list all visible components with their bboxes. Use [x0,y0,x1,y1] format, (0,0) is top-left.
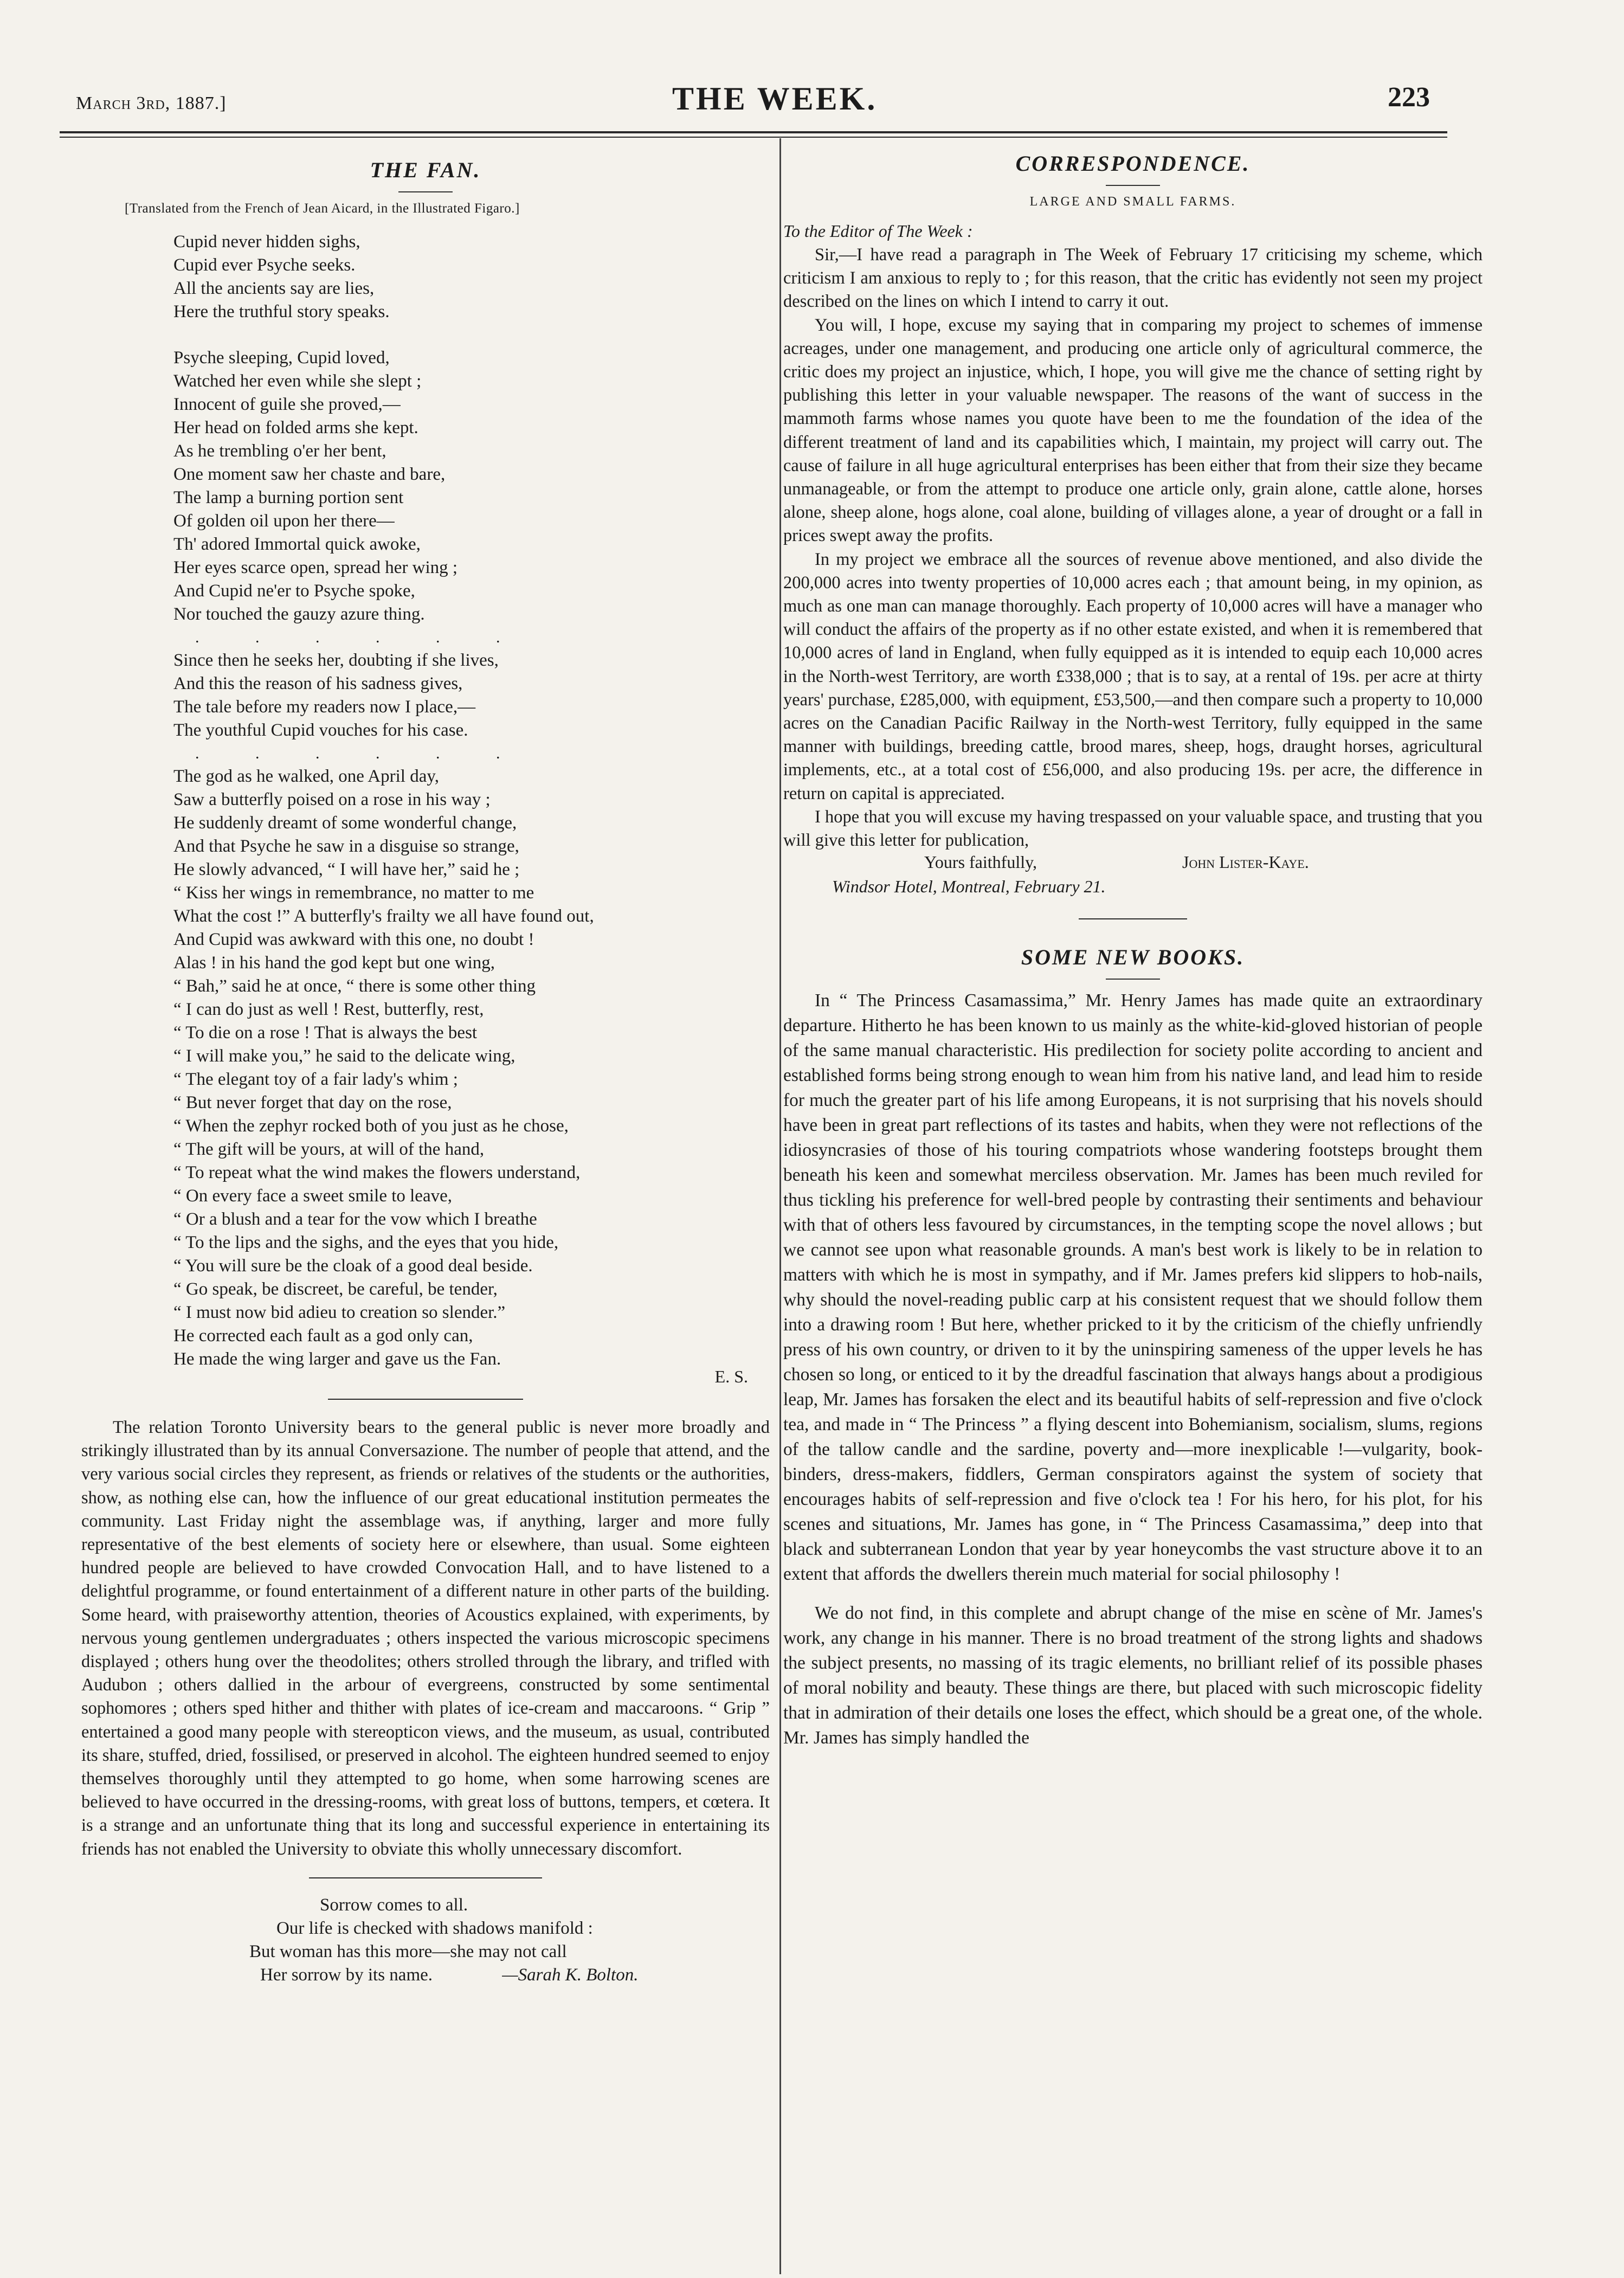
poem-line: Of golden oil upon her there— [173,511,395,531]
poem-line: Th' adored Immortal quick awoke, [173,535,421,554]
poem-line: Saw a butterfly poised on a rose in his way ; [173,790,491,809]
poem-line: “ Go speak, be discreet, be careful, be tender, [173,1279,498,1299]
title-rule [398,191,453,192]
section-rule [1079,918,1187,919]
poem-line: What the cost !” A butterfly's frailty we all have found out, [173,906,594,926]
poem-line: “ The elegant toy of a fair lady's whim ; [173,1070,458,1089]
poem-stanza-1 [173,230,770,324]
poem-line: The youthful Cupid vouches for his case. [173,720,468,740]
right-column [783,151,1483,1751]
fan-translation-note: [Translated from the French of Jean Aicard, in the Illustrated Figaro.] [125,201,520,216]
ellipsis-separator: . . . . . . [195,744,526,762]
poem-line: “ To repeat what the wind makes the flowers understand, [173,1163,581,1182]
poem-line: One moment saw her chaste and bare, [173,465,446,484]
correspondence-subtitle: LARGE AND SMALL FARMS. [1029,195,1236,209]
left-column [81,157,770,1987]
poem-line: “ On every face a sweet smile to leave, [173,1186,452,1206]
poem-line: Nor touched the gauzy azure thing. [173,604,425,624]
letter-paragraph: I hope that you will excuse my having trespassed on your valuable space, and trusting that you will give this letter for publication, [783,807,1483,851]
poem-line: Cupid never hidden sighs, [173,232,360,252]
poem-line: He slowly advanced, “ I will have her,” said he ; [173,860,520,879]
letter-paragraph: You will, I hope, excuse my saying that in comparing my project to schemes of immense acreages, under one management, and producing one article only of agricultural commerce, the critic does my project an injustice, which, I hope, you will give me the chance of setting right by publishing this letter in your valuable newspaper. The reasons of the want of success in the mammoth farms whose names you quote have been to me the foundation of the idea of the different treatment of land and its capabilities which, I maintain, my project will carry out. The cause of failure in all huge agricultural enterprises has been either that from their size they became unmanageable, or from the attempt to produce one article only, grain alone, cattle alone, horses alone, sheep alone, hogs alone, coal alone, building of villages alone, a year of drought or a fall in prices swept away the profits. [783,315,1483,546]
poem-line: “ Kiss her wings in remembrance, no matter to me [173,883,534,903]
poem-line: He corrected each fault as a god only can, [173,1326,473,1346]
toronto-university-paragraph: The relation Toronto University bears to the general public is never more broadly and strikingly illustrated than by its annual Conversazione. The number of people that attend, and the very various social circles they represent, as friends or relatives of the students or the authorities, show, as nothing else can, how the influence of our great educational institution permeates the community. Last Friday night the assemblage was, if anything, larger and more fully representative of the best elements of society here or elsewhere, than usual. Some eighteen hundred people are believed to have crowded Convocation Hall, and to have listened to a delightful programme, or found entertainment of a different nature in other parts of the building. Some heard, with praiseworthy attention, theories of Acoustics explained, with experiments, by nervous young gentlemen undergraduates ; others inspected the various microscopic specimens displayed ; others hung over the theodolites; others strolled through the library, and trifled with Audubon ; others dallied in the arbour of evergreens, constructed by some sentimental sophomores ; others sped hither and thither with plates of ice-cream and maccaroons. “ Grip ” entertained a good many people with stereopticon views, and the museum, as usual, contributed its share, stuffed, dried, fossilised, or preserved in alcohol. The eighteen hundred seemed to enjoy themselves thoroughly until they attempted to go home, when some harrowing scenes are believed to have occurred in the dressing-rooms, with great loss of buttons, tempers, et cœtera. It is a strange and an unfortunate thing that its long and successful experience in entertaining its friends has not enabled the University to obviate this wholly unnecessary discomfort. [81,1418,770,1859]
poem-stanza-3 [173,649,770,742]
poem-line: “ To die on a rose ! That is always the best [173,1023,478,1043]
poem-line: And this the reason of his sadness gives, [173,674,463,693]
title-rule [1106,979,1160,980]
verse-line: Our life is checked with shadows manifold : [276,1918,593,1938]
poem-line: And that Psyche he saw in a disguise so strange, [173,836,519,856]
poem-line: Here the truthful story speaks. [173,302,390,321]
poem-line: “ When the zephyr rocked both of you just as he chose, [173,1116,569,1136]
poem-line: “ I must now bid adieu to creation so slender.” [173,1303,506,1322]
poem-line: All the ancients say are lies, [173,279,375,298]
poem-signature: E. S. [714,1367,748,1386]
verse-line: But woman has this more—she may not call [249,1941,567,1961]
masthead-title: THE WEEK. [672,81,878,117]
poem-line: He made the wing larger and gave us the Fan. [173,1349,501,1369]
correspondence-title: CORRESPONDENCE. [1015,151,1251,176]
books-paragraph: In “ The Princess Casamassima,” Mr. Henry James has made quite an extraordinary departure. Hitherto he has been known to us mainly as the white-kid-gloved historian of people of the same manual characteristic. His predilection for society polite according to ancient and established forms being strong enough to wean him from his native land, and lead him to reside for much the greater part of his life among Europeans, it is not surprising that his novels should have been in great part reflections of its tastes and habits, when they were not reflections of the idiosyncrasies of those of his touring compatriots whose wandering footsteps brought them beneath his keen and somewhat merciless observation. Mr. James has been much reviled for thus tickling his preference for well-bred people by contrasting their sentiments and behaviour with that of others less favoured by circumstances, in the tempting scope the novel allows ; but we cannot see upon what reasonable grounds. A man's best work is likely to be in relation to matters with which he is most in sympathy, and if Mr. James prefers kid slippers to hob-nails, why should the novel-reading public carp at his consistent request that we should follow them into a drawing room ! But here, whether pricked to it by the criticism of the chiefly unfriendly press of his own country, or driven to it by the uninspiring sameness of the upper levels he has chosen so long, or enticed to it by the dreadful fascination that always hangs about a prodigious leap, Mr. James has forsaken the elect and its beautiful habits of self-repression and five o'clock tea, and made in “ The Princess ” a flying descent into Bohemianism, socialism, slums, regions of the tallow candle and the sardine, poverty and—more inexplicable !—vulgarity, book-binders, dress-makers, fiddlers, German conspirators against the system of society that encourages habits of self-repression and five o'clock tea ! For his hero, for his plot, for his scenes and situations, Mr. James has gone, in “ The Princess Casamassima,” deep into that black and subterranean London that year by year honeycombs the vast structure above it to an extent that affords the dwellers therein much material for social philosophy ! [783,990,1483,1585]
column-divider [779,138,781,2274]
poem-line: “ I can do just as well ! Rest, butterfly, rest, [173,1000,484,1019]
letter-paragraph: In my project we embrace all the sources of revenue above mentioned, and also divide the 200,000 acres into twenty properties of 10,000 acres each ; that amount being, in my opinion, as much as one man can manage thoroughly. Each property of 10,000 acres will have a manager who will conduct the affairs of the property as if no other estate existed, and when it is remembered that 10,000 acres of land in England, when fully equipped as it is intended to equip each 10,000 acres in the North-west Territory, are worth £338,000 ; that is to say, at a rental of 19s. per acre at thirty years' purchase, £285,000, with equipment, £53,500,—and then compare such a property to 10,000 acres on the Canadian Pacific Railway in the North-west Territory, fully equipped in the same manner with buildings, breeding cattle, brood mares, sheep, hogs, draught horses, agricultural implements, etc., at a total cost of £56,000, and also producing 19s. per acre, the difference in return on capital is appreciated. [783,549,1483,803]
poem-line: The god as he walked, one April day, [173,767,439,786]
poem-line: As he trembling o'er her bent, [173,441,386,461]
poem-line: “ But never forget that day on the rose, [173,1093,452,1112]
poem-line: Since then he seeks her, doubting if she lives, [173,651,499,670]
verse-line: Sorrow comes to all. [320,1895,468,1915]
poem-line: “ Or a blush and a tear for the vow which I breathe [173,1209,537,1229]
header-rule-thin [60,137,1447,138]
poem-line: Her eyes scarce open, spread her wing ; [173,558,458,577]
letter-place: Windsor Hotel, Montreal, February 21. [832,877,1106,897]
fan-title: THE FAN. [370,158,481,182]
section-rule [328,1399,523,1400]
page-number: 223 [1388,82,1430,113]
letter-author: John Lister-Kaye. [1182,852,1309,872]
issue-date: March 3rd, 1887.] [76,93,227,113]
letter-closing: Yours faithfully, [924,852,1037,872]
poem-line: And Cupid ne'er to Psyche spoke, [173,581,415,601]
salutation: To the Editor of The Week : [783,221,973,241]
poem-line: “ Bah,” said he at once, “ there is some other thing [173,976,536,996]
poem-line: Alas ! in his hand the god kept but one wing, [173,953,495,973]
books-title: SOME NEW BOOKS. [1021,945,1245,970]
poem-line: Psyche sleeping, Cupid loved, [173,348,390,368]
fan-poem [81,230,770,1387]
verse-line: Her sorrow by its name. [260,1965,433,1985]
verse-attribution: —Sarah K. Bolton. [502,1965,639,1985]
poem-line: He suddenly dreamt of some wonderful change, [173,813,517,833]
poem-line: The lamp a burning portion sent [173,488,404,507]
poem-line: Her head on folded arms she kept. [173,418,418,437]
poem-line: The tale before my readers now I place,— [173,697,476,717]
poem-line: “ You will sure be the cloak of a good deal beside. [173,1256,533,1276]
books-paragraph: We do not find, in this complete and abrupt change of the mise en scène of Mr. James's work, any change in his manner. There is no broad treatment of the strong lights and shadows the subject presents, no massing of its tragic elements, no brilliant relief of its possible phases of moral nobility and beauty. These things are there, but placed with such microscopic fidelity that in admiration of their details one loses the effect, which should be a great one, of the whole. Mr. James has simply handled the [783,1603,1483,1748]
poem-stanza-2 [173,346,770,626]
ellipsis-separator: . . . . . . [195,628,526,646]
header-rule [60,131,1447,133]
poem-line: “ I will make you,” he said to the delicate wing, [173,1046,515,1066]
poem-stanza-4 [173,765,770,1371]
title-rule [1106,185,1160,186]
section-rule [309,1877,542,1878]
poem-line: “ To the lips and the sighs, and the eyes that you hide, [173,1233,559,1252]
poem-line: Watched her even while she slept ; [173,371,422,391]
poem-line: “ The gift will be yours, at will of the hand, [173,1140,485,1159]
poem-line: And Cupid was awkward with this one, no doubt ! [173,930,534,949]
poem-line: Cupid ever Psyche seeks. [173,255,356,275]
sorrow-verse [81,1894,770,1987]
poem-line: Innocent of guile she proved,— [173,395,401,414]
letter-paragraph: Sir,—I have read a paragraph in The Week of February 17 criticising my scheme, which criticism I am anxious to reply to ; for this reason, that the critic has evidently not seen my project described on the lines on which I intend to carry it out. [783,245,1483,312]
